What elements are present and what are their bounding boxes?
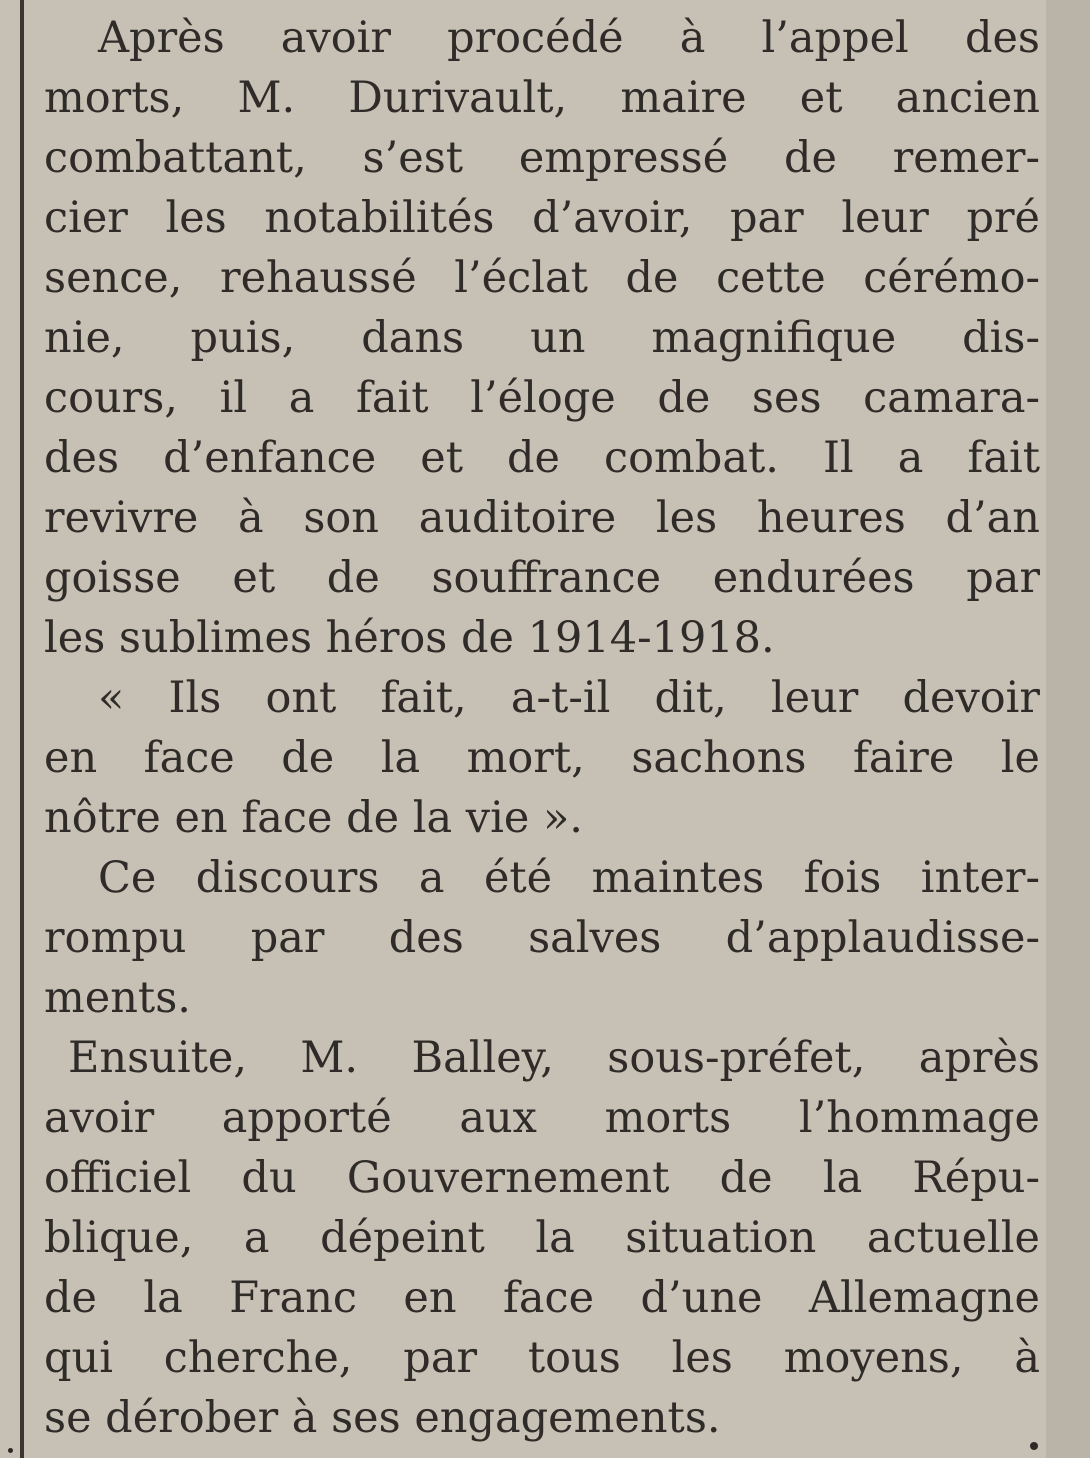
- text-line: Ensuite, M. Balley, sous-préfet, après: [68, 1033, 1040, 1083]
- text-line: ments.: [44, 973, 191, 1023]
- text-line: rompu par des salves d’applaudisse-: [44, 913, 1040, 963]
- text-line: avoir apporté aux morts l’hommage: [44, 1093, 1040, 1143]
- paragraph-3: [44, 848, 1040, 1028]
- text-line: Ce discours a été maintes fois inter-: [98, 853, 1040, 903]
- article-column: [44, 8, 1040, 1448]
- column-rule: [20, 0, 24, 1458]
- paragraph-4: [44, 1028, 1040, 1448]
- adjacent-column-edge: [1046, 0, 1090, 1458]
- text-line: combattant, s’est empressé de remer-: [44, 133, 1040, 183]
- text-line: les sublimes héros de 1914-1918.: [44, 613, 775, 663]
- text-line: se dérober à ses engagements.: [44, 1393, 721, 1443]
- text-line: qui cherche, par tous les moyens, à: [44, 1333, 1040, 1383]
- paragraph-2-quote: [44, 668, 1040, 848]
- text-line: en face de la mort, sachons faire le: [44, 733, 1040, 783]
- text-line: morts, M. Durivault, maire et ancien: [44, 73, 1040, 123]
- text-line: officiel du Gouvernement de la Répu-: [44, 1153, 1040, 1203]
- text-line: des d’enfance et de combat. Il a fait: [44, 433, 1040, 483]
- text-line: sence, rehaussé l’éclat de cette cérémo-: [44, 253, 1040, 303]
- text-line: goisse et de souffrance endurées par: [44, 553, 1040, 603]
- text-line: de la Franc en face d’une Allemagne: [44, 1273, 1040, 1323]
- text-line: cours, il a fait l’éloge de ses camara-: [44, 373, 1040, 423]
- paragraph-1: [44, 8, 1040, 668]
- text-line: nie, puis, dans un magnifique dis-: [44, 313, 1040, 363]
- text-line: revivre à son auditoire les heures d’an: [44, 493, 1040, 543]
- text-line: Après avoir procédé à l’appel des: [98, 13, 1040, 63]
- text-line: nôtre en face de la vie ».: [44, 793, 583, 843]
- text-line: cier les notabilités d’avoir, par leur pré: [44, 193, 1040, 243]
- ink-speck: [8, 1448, 13, 1453]
- text-line: blique, a dépeint la situation actuelle: [44, 1213, 1040, 1263]
- text-line: « Ils ont fait, a-t-il dit, leur devoir: [98, 673, 1040, 723]
